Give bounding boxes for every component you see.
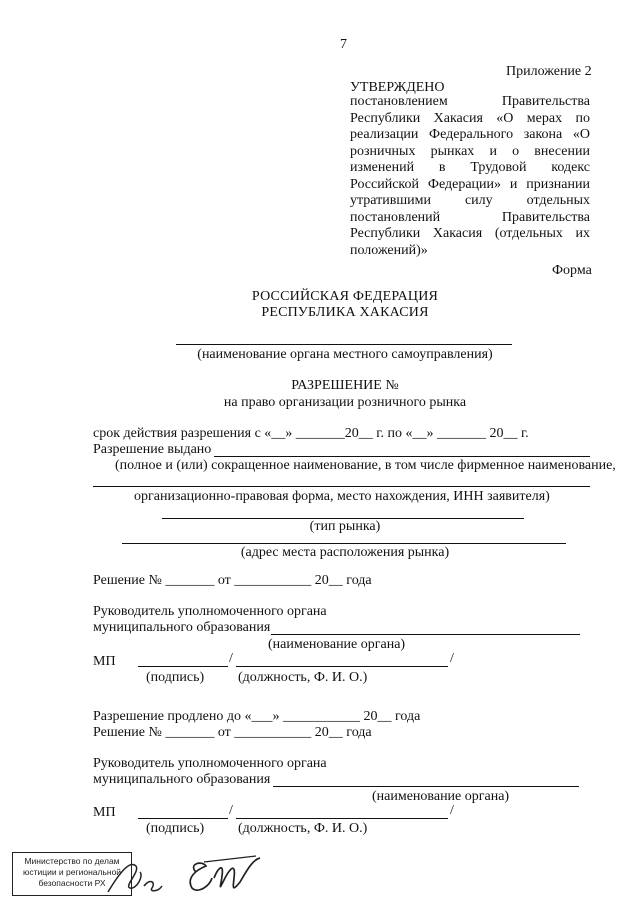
head1-position-caption: (должность, Ф. И. О.) (238, 670, 368, 685)
approved-text: постановлением Правительства Республики Хакасия «О мерах по реализации Федерального закона «О розничных рынках и о внесении изменений в Трудовой кодекс Российской Федерации» и признании утратившими силу отдельных постановлений Правительства Республики Хакасия (отдельных их положений)» (350, 94, 590, 258)
country-heading: РОССИЙСКАЯ ФЕДЕРАЦИЯ (251, 289, 439, 304)
head2-caption: (наименование органа) (372, 789, 510, 804)
head1-sign-caption: (подпись) (146, 670, 205, 685)
head2-slash-2: / (450, 803, 454, 818)
head2-sign-line (138, 818, 228, 819)
approved-heading: УТВЕРЖДЕНО (350, 80, 445, 95)
head1-line2: муниципального образования (93, 620, 271, 635)
authority-caption: (наименование органа местного самоуправления) (197, 347, 493, 362)
head2-mp: МП (93, 805, 116, 820)
appendix-label: Приложение 2 (506, 64, 592, 79)
head2-position-caption: (должность, Ф. И. О.) (238, 821, 368, 836)
extension-line: Разрешение продлено до «___» ___________ 20__ года (93, 709, 421, 724)
head1-mp: МП (93, 654, 116, 669)
head2-org-line (273, 786, 579, 787)
head2-sign-caption: (подпись) (146, 821, 205, 836)
issued-line-2 (93, 486, 590, 487)
permit-title: РАЗРЕШЕНИЕ № (291, 378, 399, 393)
form-label: Форма (552, 263, 592, 278)
issued-caption-1: (полное и (или) сокращенное наименование, в том числе фирменное наименование, (115, 458, 616, 473)
stamp-line-2: юстиции и региональной (22, 867, 122, 877)
stamp-line-1: Министерство по делам (24, 856, 120, 866)
stamp-line-3: безопасности РХ (38, 878, 106, 888)
issued-line (214, 456, 590, 457)
head1-slash-1: / (229, 651, 233, 666)
head1-line1: Руководитель уполномоченного органа (93, 604, 327, 619)
page-number: 7 (340, 37, 347, 52)
issued-caption-2: организационно-правовая форма, место нахождения, ИНН заявителя) (134, 489, 550, 504)
handwritten-signature (100, 852, 270, 900)
market-address-line (122, 543, 566, 544)
head1-org-line (271, 634, 580, 635)
validity-line: срок действия разрешения с «__» _______20__ г. по «__» _______ 20__ г. (93, 426, 529, 441)
issued-label: Разрешение выдано (93, 442, 212, 457)
republic-heading: РЕСПУБЛИКА ХАКАСИЯ (261, 305, 429, 320)
head1-position-line (236, 666, 448, 667)
head1-slash-2: / (450, 651, 454, 666)
head1-caption: (наименование органа) (268, 637, 406, 652)
head2-position-line (236, 818, 448, 819)
head2-line1: Руководитель уполномоченного органа (93, 756, 327, 771)
market-type-caption: (тип рынка) (309, 519, 381, 534)
decision-line: Решение № _______ от ___________ 20__ года (93, 573, 372, 588)
authority-line (176, 344, 512, 345)
head2-slash-1: / (229, 803, 233, 818)
head1-sign-line (138, 666, 228, 667)
extension-decision: Решение № _______ от ___________ 20__ года (93, 725, 372, 740)
permit-subtitle: на право организации розничного рынка (223, 395, 467, 410)
market-address-caption: (адрес места расположения рынка) (240, 545, 450, 560)
head2-line2: муниципального образования (93, 772, 271, 787)
